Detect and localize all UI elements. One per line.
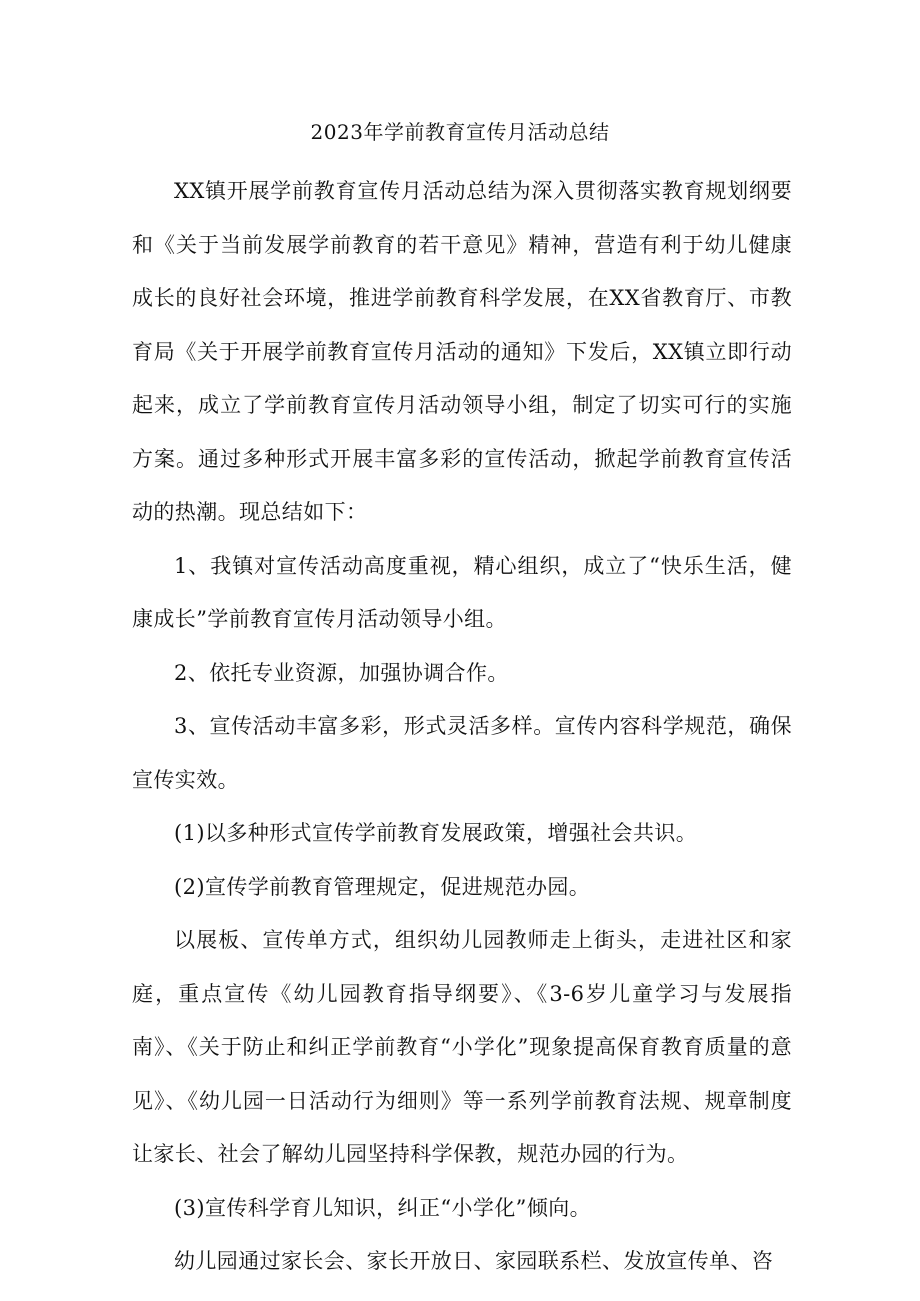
paragraph-subitem-3: (3)宣传科学育儿知识，纠正“小学化”倾向。	[174, 1195, 592, 1220]
paragraph-subitem-2-detail: 以展板、宣传单方式，组织幼儿园教师走上街头，走进社区和家庭，重点宣传《幼儿园教育指导纲要》、《3-6岁儿童学习与发展指南》、《关于防止和纠正学前教育“小学化”现象提高保育教育质量的意见》、《幼儿园一日活动行为细则》等一系列学前教育法规、规章制度让家长、社会了解幼儿园坚持科学保教，规范办园的行为。	[132, 928, 792, 1166]
paragraph-subitem-3-detail: 幼儿园通过家长会、家长开放日、家园联系栏、发放宣传单、咨	[174, 1249, 774, 1273]
document-title: 2023年学前教育宣传月活动总结	[310, 120, 610, 144]
paragraph-item-1: 1、我镇对宣传活动高度重视，精心组织，成立了“快乐生活，健康成长”学前教育宣传月活动领导小组。	[132, 553, 792, 631]
paragraph-subitem-2: (2)宣传学前教育管理规定，促进规范办园。	[174, 874, 591, 899]
paragraph-subitem-1: (1)以多种形式宣传学前教育发展政策，增强社会共识。	[174, 821, 698, 845]
paragraph-item-2: 2、依托专业资源，加强协调合作。	[174, 660, 509, 685]
paragraph-item-3: 3、宣传活动丰富多彩，形式灵活多样。宣传内容科学规范，确保宣传实效。	[132, 714, 792, 792]
paragraph-intro: XX镇开展学前教育宣传月活动总结为深入贯彻落实教育规划纲要和《关于当前发展学前教育的若干意见》精神，营造有利于幼儿健康成长的良好社会环境，推进学前教育科学发展，在XX省教育厅、市教育局《关于开展学前教育宣传月活动的通知》下发后，XX镇立即行动起来，成立了学前教育宣传月活动领导小组，制定了切实可行的实施方案。通过多种形式开展丰富多彩的宣传活动，掀起学前教育宣传活动的热潮。现总结如下：	[132, 179, 792, 524]
document-body	[132, 165, 792, 1289]
